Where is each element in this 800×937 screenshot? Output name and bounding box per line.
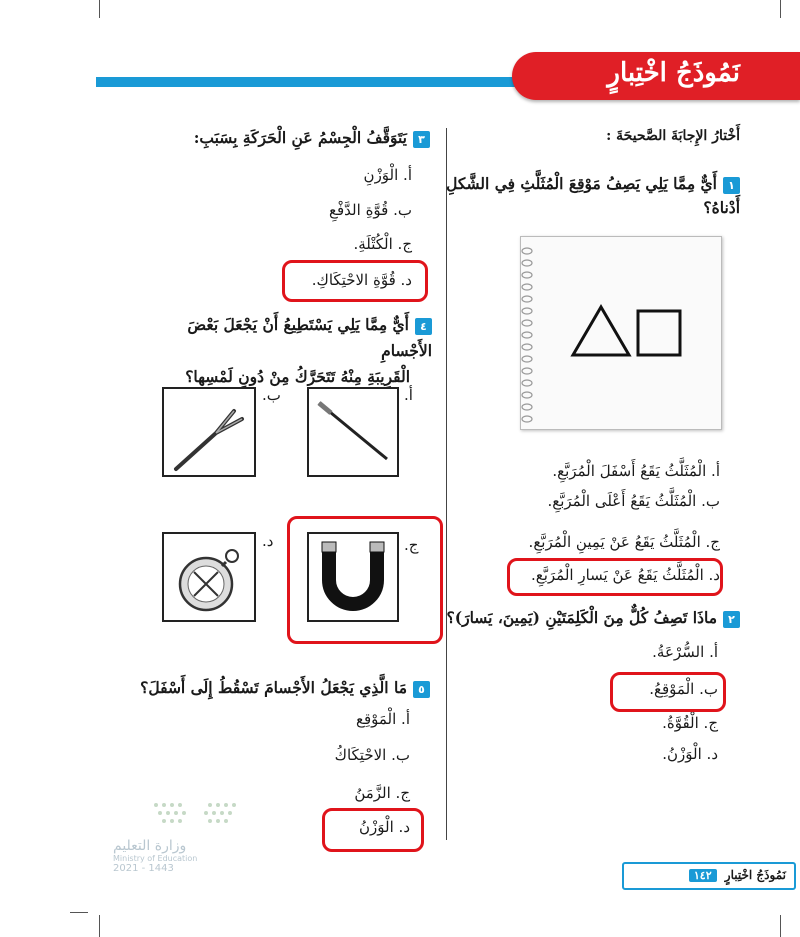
q4-label-c: ج. — [404, 536, 419, 554]
footer-page-label — [622, 862, 796, 890]
tuning-fork-icon — [164, 389, 254, 475]
straw-stick-icon — [309, 389, 397, 475]
question-number: ٢ — [723, 611, 740, 628]
selected-answer-highlight — [282, 260, 428, 302]
triangle-shape — [573, 307, 629, 355]
q4-label-b: ب. — [262, 386, 281, 404]
selected-answer-highlight — [610, 672, 726, 712]
question-number: ٤ — [415, 318, 432, 335]
q2-option-c[interactable]: ج. الْقُوَّةُ. — [662, 714, 718, 732]
ministry-name-arabic: وزارة التعليم — [113, 838, 187, 854]
crop-mark — [70, 912, 88, 913]
square-shape — [638, 311, 680, 355]
question-text: يَتَوَقَّفُ الْجِسْمُ عَنِ الْحَرَكَةِ بِسَبَبِ: — [193, 128, 407, 147]
question-text: مَا الَّذِي يَجْعَلُ الأَجْسامَ تَسْقُطُ إِلَى أَسْفَلَ؟ — [140, 678, 407, 697]
question-number: ٥ — [413, 681, 430, 698]
question-text: أَيٌّ مِمَّا يَلِي يَسْتَطِيعُ أَنْ يَجْعَلَ بَعْضَ الأَجْسامِ — [187, 315, 432, 360]
question-text: ماذَا تَصِفُ كُلٌّ مِنَ الْكَلِمَتَيْنِ (يَمِينَ، يَسارَ)؟ — [446, 608, 717, 627]
selected-answer-highlight — [287, 516, 443, 644]
footer-title: نَمُوذَجُ اخْتِبارٍ — [724, 868, 786, 882]
q4-label-d: د. — [262, 532, 274, 550]
ministry-name-english: Ministry of Education — [113, 854, 198, 863]
q3-option-d[interactable]: د. قُوَّةِ الاحْتِكَاكِ. — [311, 271, 412, 289]
ministry-year: 2021 - 1443 — [113, 863, 174, 874]
q1-option-c[interactable]: ج. الْمُثَلَّثُ يَقَعُ عَنْ يَمِينِ الْمُرَبَّعِ. — [528, 533, 720, 551]
q3-option-c[interactable]: ج. الْكُتْلَةِ. — [353, 235, 412, 253]
question-4 — [172, 312, 432, 390]
q3-option-a[interactable]: أ. الْوَزْنِ — [363, 166, 412, 184]
crop-mark — [780, 915, 781, 937]
q4-option-b-image[interactable] — [162, 387, 256, 477]
selected-answer-highlight — [322, 808, 424, 852]
column-divider — [446, 128, 447, 840]
instruction: أَخْتارُ الإِجابَةَ الصَّحيحَةَ : — [606, 128, 740, 144]
crop-mark — [99, 915, 100, 937]
selected-answer-highlight — [507, 558, 723, 596]
question-text: أَيٌّ مِمَّا يَلِي يَصِفُ مَوْقِعَ الْمُثَلَّثِ فِي الشَّكلِ أَدْناهُ؟ — [446, 174, 740, 217]
q2-option-d[interactable]: د. الْوَزْنُ. — [662, 745, 718, 763]
q5-option-b[interactable]: ب. الاحْتِكَاكُ — [334, 746, 410, 764]
ministry-logo — [113, 838, 197, 874]
q1-option-b[interactable]: ب. الْمُثَلَّثُ يَقَعُ أَعْلَى الْمُرَبَّعِ. — [547, 492, 720, 510]
page-title: نَمُوذَجُ اخْتِبارٍ — [607, 58, 740, 88]
q2-option-a[interactable]: أ. السُّرْعَةُ. — [652, 643, 718, 661]
q4-option-a-image[interactable] — [307, 387, 399, 477]
header-band — [96, 77, 540, 87]
question-2 — [447, 608, 740, 628]
notebook-drawing — [521, 237, 721, 429]
crop-mark — [780, 0, 781, 18]
question-1 — [410, 172, 740, 220]
q5-option-c[interactable]: ج. الزَّمَنُ — [354, 784, 410, 802]
q4-label-a: أ. — [404, 386, 413, 404]
q5-option-a[interactable]: أ. الْمَوْقِع — [355, 710, 410, 728]
q5-option-d[interactable]: د. الْوَزْنُ — [359, 818, 410, 836]
q4-option-d-image[interactable] — [162, 532, 256, 622]
question-number: ٣ — [413, 131, 430, 148]
ministry-logo-dots — [150, 800, 240, 830]
question-text-line2: الْقَرِيبَةِ مِنْهُ تَتَحَرَّكُ مِنْ دُونِ لَمْسِها؟ — [185, 367, 410, 386]
q2-option-b[interactable]: ب. الْمَوْقِعُ. — [649, 680, 718, 698]
question-number: ١ — [723, 177, 740, 194]
notebook-image — [520, 236, 722, 430]
q3-option-b[interactable]: ب. قُوَّةِ الدَّفْعِ — [329, 201, 412, 219]
q1-option-a[interactable]: أ. الْمُثَلَّثُ يَقَعُ أَسْفَلَ الْمُرَبَّعِ. — [552, 462, 720, 480]
q1-option-d[interactable]: د. الْمُثَلَّثُ يَقَعُ عَنْ يَسارِ الْمُرَبَّعِ. — [530, 566, 720, 584]
page-title-badge — [512, 52, 800, 100]
crop-mark — [99, 0, 100, 18]
question-5 — [140, 678, 430, 698]
compass-icon — [164, 534, 254, 620]
page-number: ١٤٢ — [689, 869, 717, 882]
question-3 — [194, 128, 430, 148]
